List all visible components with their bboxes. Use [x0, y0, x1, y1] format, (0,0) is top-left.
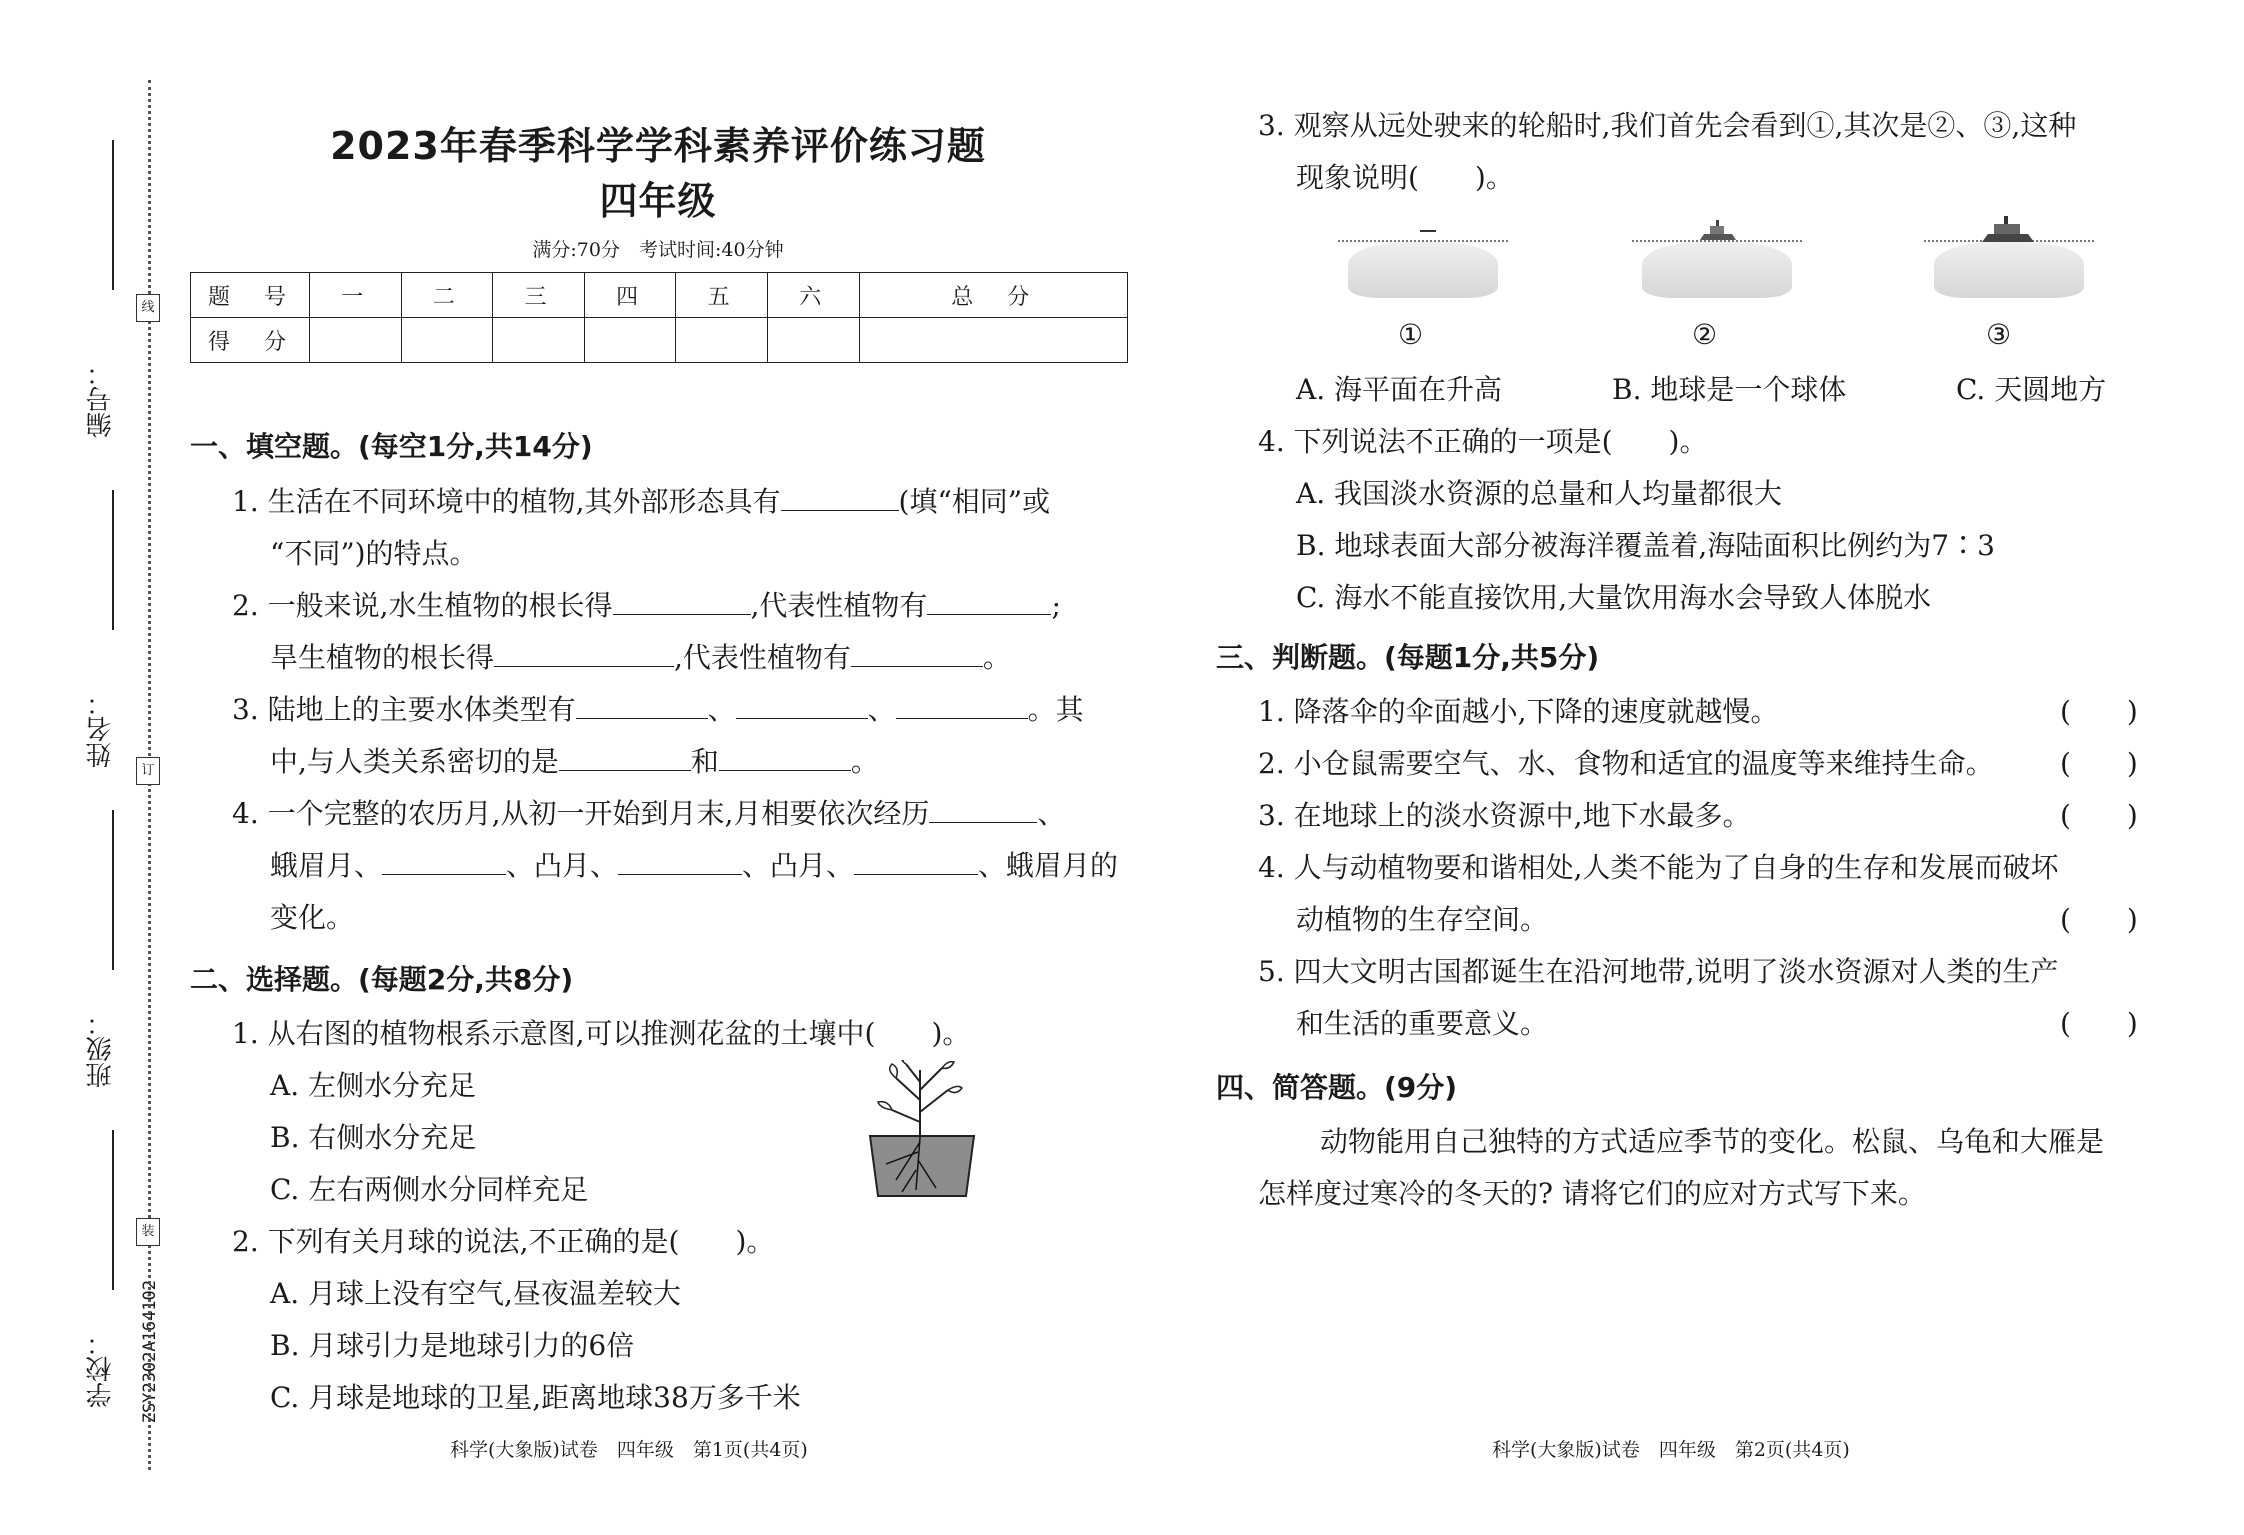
p2-q4-option-c[interactable]: C. 海水不能直接饮用,大量饮用海水会导致人体脱水 — [1296, 581, 1932, 614]
answer-blank[interactable] — [927, 586, 1051, 615]
p2-q1: 1. 从右图的植物根系示意图,可以推测花盆的土壤中( )。 — [232, 1017, 971, 1050]
score-cell: 三 — [493, 273, 585, 318]
figure-label-3: ③ — [1986, 318, 2012, 351]
p2-q2-option-a[interactable]: A. 月球上没有空气,昼夜温差较大 — [270, 1277, 681, 1310]
text: 蛾眉月、 — [270, 849, 383, 882]
p2-q4-option-a[interactable]: A. 我国淡水资源的总量和人均量都很大 — [1296, 477, 1783, 510]
score-cell: 四 — [584, 273, 676, 318]
part2-heading: 二、选择题。(每题2分,共8分) — [190, 963, 574, 996]
p3-q4-line2: 动植物的生存空间。 — [1296, 903, 1549, 936]
p1-q3-line1 — [232, 688, 1084, 728]
p1-q2-line1 — [232, 584, 1061, 624]
p3-q2: 2. 小仓鼠需要空气、水、食物和适宜的温度等来维持生命。 — [1258, 747, 1994, 780]
p2-q3-option-a[interactable]: A. 海平面在升高 — [1296, 373, 1503, 406]
p1-q3-line2 — [270, 740, 879, 780]
text: 4. 一个完整的农历月,从初一开始到月末,月相要依次经历 — [232, 797, 930, 830]
score-value-row — [191, 318, 1128, 363]
exam-title: 2023年春季科学学科素养评价练习题 — [330, 124, 986, 168]
score-cell: 五 — [676, 273, 768, 318]
score-input-cell[interactable] — [493, 318, 585, 363]
p4-question-line1: 动物能用自己独特的方式适应季节的变化。松鼠、乌龟和大雁是 — [1320, 1125, 2105, 1158]
p2-q2-option-b[interactable]: B. 月球引力是地球引力的6倍 — [270, 1329, 635, 1362]
p1-q1-line1 — [232, 480, 1050, 520]
score-input-cell[interactable] — [676, 318, 768, 363]
score-cell: 题 号 — [191, 273, 310, 318]
ship-figure-3 — [1924, 216, 2094, 306]
ship-icon — [1980, 216, 2036, 244]
binding-margin — [0, 0, 170, 1535]
score-header-row — [191, 273, 1128, 318]
p3-q1-answer[interactable]: ( ) — [2060, 695, 2138, 728]
p2-q3-line1: 3. 观察从远处驶来的轮船时,我们首先会看到①,其次是②、③,这种 — [1258, 109, 2077, 142]
p3-q3: 3. 在地球上的淡水资源中,地下水最多。 — [1258, 799, 1751, 832]
score-input-cell[interactable] — [401, 318, 493, 363]
p3-q3-answer[interactable]: ( ) — [2060, 799, 2138, 832]
text: 旱生植物的根长得 — [270, 641, 495, 674]
figure-label-1: ① — [1398, 318, 1424, 351]
p3-q5-line2: 和生活的重要意义。 — [1296, 1007, 1549, 1040]
text: (填“相同”或 — [898, 485, 1051, 518]
p3-q2-answer[interactable]: ( ) — [2060, 747, 2138, 780]
answer-blank[interactable] — [851, 638, 983, 667]
text: 3. 陆地上的主要水体类型有 — [232, 693, 576, 726]
p2-q3-option-c[interactable]: C. 天圆地方 — [1956, 373, 2107, 406]
score-input-cell[interactable] — [584, 318, 676, 363]
text: ; — [1051, 589, 1061, 622]
answer-blank[interactable] — [719, 742, 851, 771]
class-line — [112, 810, 114, 970]
text: 。 — [850, 745, 879, 778]
text: ,代表性植物有 — [674, 641, 851, 674]
p3-q1: 1. 降落伞的伞面越小,下降的速度就越慢。 — [1258, 695, 1779, 728]
marker-pack: 装 — [136, 1218, 160, 1246]
answer-blank[interactable] — [618, 846, 742, 875]
class-label: 班级： — [86, 1010, 116, 1088]
school-line — [112, 1130, 114, 1290]
answer-blank[interactable] — [494, 638, 674, 667]
right-page-footer: 科学(大象版)试卷 四年级 第2页(共4页) — [1492, 1439, 1850, 1461]
text: 。其 — [1027, 693, 1084, 726]
answer-blank[interactable] — [576, 690, 708, 719]
p2-q3-option-b[interactable]: B. 地球是一个球体 — [1612, 373, 1847, 406]
part3-heading: 三、判断题。(每题1分,共5分) — [1216, 641, 1600, 674]
grade-title: 四年级 — [599, 179, 717, 223]
p1-q4-line1 — [232, 792, 1065, 832]
score-table — [190, 272, 1128, 363]
text: 1. 生活在不同环境中的植物,其外部形态具有 — [232, 485, 781, 518]
paper-code: ZSY2302A164102 — [140, 1280, 160, 1424]
p2-q4: 4. 下列说法不正确的一项是( )。 — [1258, 425, 1708, 458]
p1-q4-line2 — [270, 844, 1118, 884]
ship-figure-1 — [1338, 216, 1508, 306]
score-input-cell[interactable] — [859, 318, 1127, 363]
exam-meta: 满分:70分 考试时间:40分钟 — [532, 239, 784, 261]
ship-figure-2 — [1632, 216, 1802, 306]
sea — [1348, 242, 1498, 298]
p2-q1-option-c[interactable]: C. 左右两侧水分同样充足 — [270, 1173, 589, 1206]
name-label: 姓名： — [86, 690, 116, 768]
p2-q3-line2: 现象说明( )。 — [1296, 161, 1514, 194]
text: 、凸月、 — [506, 849, 619, 882]
answer-blank[interactable] — [559, 742, 691, 771]
text: 、凸月、 — [742, 849, 855, 882]
answer-blank[interactable] — [613, 586, 751, 615]
p2-q1-option-b[interactable]: B. 右侧水分充足 — [270, 1121, 477, 1154]
text: 。 — [982, 641, 1011, 674]
number-label: 编号： — [86, 360, 116, 438]
text: ,代表性植物有 — [750, 589, 928, 622]
name-line — [112, 490, 114, 630]
p2-q2: 2. 下列有关月球的说法,不正确的是( )。 — [232, 1225, 775, 1258]
p4-question-line2: 怎样度过寒冷的冬天的? 请将它们的应对方式写下来。 — [1258, 1177, 1926, 1210]
figure-label-2: ② — [1692, 318, 1718, 351]
ship-icon — [1698, 220, 1738, 242]
p1-q2-line2 — [270, 636, 1011, 676]
stem-icon — [892, 1064, 948, 1138]
answer-blank[interactable] — [896, 690, 1028, 719]
answer-blank[interactable] — [854, 846, 978, 875]
number-line — [112, 140, 114, 290]
score-cell: 二 — [401, 273, 493, 318]
p3-q4-line1: 4. 人与动植物要和谐相处,人类不能为了自身的生存和发展而破坏 — [1258, 851, 2059, 884]
p2-q4-option-b[interactable]: B. 地球表面大部分被海洋覆盖着,海陆面积比例约为7∶3 — [1296, 529, 1995, 562]
score-cell: 总 分 — [859, 273, 1127, 318]
sea — [1642, 242, 1792, 298]
text: 中,与人类关系密切的是 — [270, 745, 559, 778]
answer-blank[interactable] — [382, 846, 506, 875]
score-cell: 六 — [767, 273, 859, 318]
sea — [1934, 242, 2084, 298]
text: 、 — [707, 693, 736, 726]
marker-line: 线 — [136, 294, 160, 322]
answer-blank[interactable] — [929, 794, 1037, 823]
school-label: 学校： — [86, 1330, 116, 1408]
answer-blank[interactable] — [736, 690, 868, 719]
text: 、 — [867, 693, 896, 726]
text: 和 — [690, 745, 719, 778]
score-cell: 得 分 — [191, 318, 310, 363]
plant-root-figure — [866, 1060, 978, 1200]
text: 2. 一般来说,水生植物的根长得 — [232, 589, 613, 622]
mast-icon — [1420, 230, 1436, 240]
p2-q1-option-a[interactable]: A. 左侧水分充足 — [270, 1069, 477, 1102]
text: 、 — [1037, 797, 1066, 830]
part4-heading: 四、简答题。(9分) — [1216, 1071, 1458, 1104]
score-input-cell[interactable] — [767, 318, 859, 363]
text: 、蛾眉月的 — [978, 849, 1119, 882]
part1-heading: 一、填空题。(每空1分,共14分) — [190, 430, 593, 463]
score-input-cell[interactable] — [310, 318, 402, 363]
marker-bind: 订 — [136, 757, 160, 785]
p1-q1-line2: “不同”)的特点。 — [270, 537, 478, 570]
score-cell: 一 — [310, 273, 402, 318]
left-page-footer: 科学(大象版)试卷 四年级 第1页(共4页) — [450, 1439, 808, 1461]
p3-q4-answer[interactable]: ( ) — [2060, 903, 2138, 936]
p3-q5-answer[interactable]: ( ) — [2060, 1007, 2138, 1040]
p3-q5-line1: 5. 四大文明古国都诞生在沿河地带,说明了淡水资源对人类的生产 — [1258, 955, 2059, 988]
p1-q4-line3: 变化。 — [270, 901, 355, 934]
p2-q2-option-c[interactable]: C. 月球是地球的卫星,距离地球38万多千米 — [270, 1381, 801, 1414]
answer-blank[interactable] — [781, 482, 899, 511]
p4-answer-area[interactable] — [1258, 1220, 2158, 1400]
